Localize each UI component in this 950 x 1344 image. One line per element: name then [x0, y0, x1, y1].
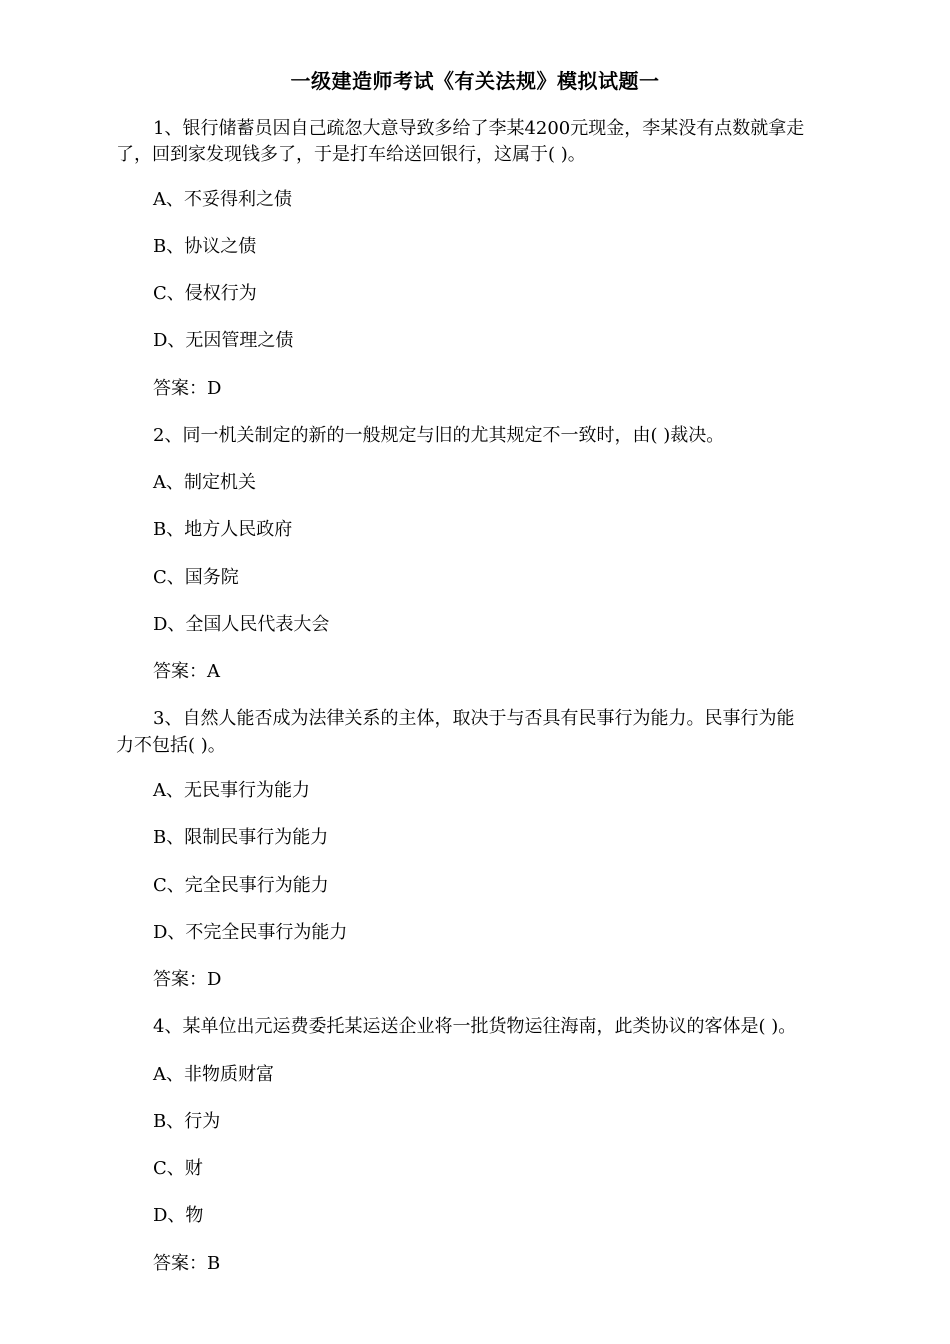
question-1-option-d: D、无因管理之债: [153, 330, 294, 351]
question-4-option-c: C、财: [153, 1158, 203, 1179]
question-4-answer: 答案：B: [153, 1253, 221, 1274]
question-2-stem-line-1: 2、同一机关制定的新的一般规定与旧的尤其规定不一致时，由( )裁决。: [153, 425, 725, 446]
question-4-option-a: A、非物质财富: [153, 1064, 274, 1085]
question-4-stem-line-1: 4、某单位出元运费委托某运送企业将一批货物运往海南，此类协议的客体是( )。: [153, 1016, 797, 1037]
question-1-option-a: A、不妥得利之债: [153, 189, 292, 210]
question-3-option-d: D、不完全民事行为能力: [153, 922, 348, 943]
question-1-stem-line-1: 1、银行储蓄员因自己疏忽大意导致多给了李某4200元现金，李某没有点数就拿走: [153, 118, 805, 139]
question-3-option-c: C、完全民事行为能力: [153, 875, 329, 896]
question-4-option-d: D、物: [153, 1205, 204, 1226]
question-2-option-a: A、制定机关: [153, 472, 256, 493]
question-1-option-c: C、侵权行为: [153, 283, 257, 304]
question-2-option-d: D、全国人民代表大会: [153, 614, 330, 635]
question-2-option-c: C、国务院: [153, 567, 239, 588]
question-2-answer: 答案：A: [153, 661, 220, 682]
question-4-option-b: B、行为: [153, 1111, 221, 1132]
question-3-option-a: A、无民事行为能力: [153, 780, 310, 801]
question-3-option-b: B、限制民事行为能力: [153, 827, 329, 848]
question-1-answer: 答案：D: [153, 378, 222, 399]
document-title: 一级建造师考试《有关法规》模拟试题一: [290, 69, 660, 93]
question-2-option-b: B、地方人民政府: [153, 519, 293, 540]
question-3-answer: 答案：D: [153, 969, 222, 990]
question-1-option-b: B、协议之债: [153, 236, 257, 257]
question-3-stem-line-2: 力不包括( )。: [116, 735, 226, 756]
question-3-stem-line-1: 3、自然人能否成为法律关系的主体，取决于与否具有民事行为能力。民事行为能: [153, 708, 795, 729]
question-1-stem-line-2: 了，回到家发现钱多了，于是打车给送回银行，这属于( )。: [116, 144, 586, 165]
